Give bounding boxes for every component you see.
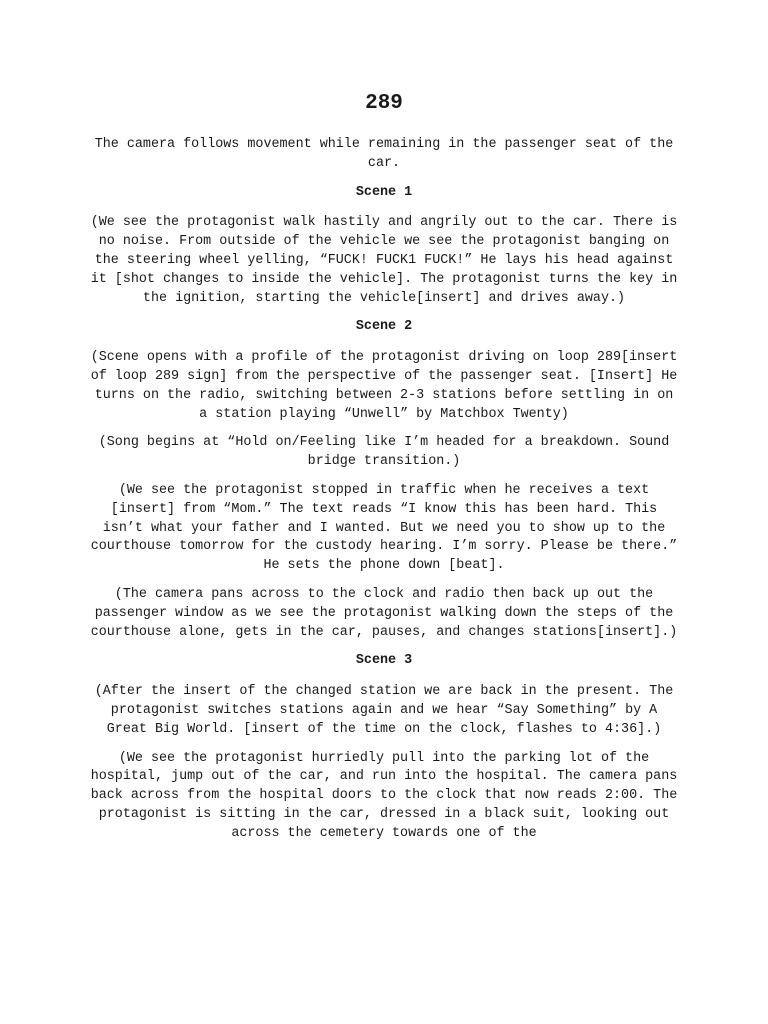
script-page: [88, 88, 680, 854]
scene-3-paragraph-1: (After the insert of the changed station we are back in the present. The protagonist switches stations again and we hear “Say Something” by A Great Big World. [insert of the time on the clock, flashes to 4:36].): [94, 684, 674, 737]
intro-paragraph: The camera follows movement while remaining in the passenger seat of the car.: [94, 137, 674, 171]
scene-2-paragraph-3: (We see the protagonist stopped in traffic when he receives a text [insert] from “Mom.” The text reads “I know this has been hard. This isn’t what your father and I wanted. But we need you to show up to the courthouse tomorrow for the custody hearing. I’m sorry. Please be there.” He sets the phone down [beat].: [90, 482, 678, 574]
scene-3-heading: Scene 3: [355, 653, 413, 669]
scene-2-paragraph-4: (The camera pans across to the clock and radio then back up out the passenger window as we see the protagonist walking down the steps of the courthouse alone, gets in the car, pauses, and changes stations[insert].): [90, 586, 678, 640]
scene-2-paragraph-1: (Scene opens with a profile of the protagonist driving on loop 289[insert of loop 289 sign] from the perspective of the passenger seat. [Insert] He turns on the radio, switching between 2-3 stations before settling in on a station playing “Unwell” by Matchbox Twenty): [90, 350, 678, 422]
scene-2-paragraph-2: (Song begins at “Hold on/Feeling like I’m headed for a breakdown. Sound bridge transition.): [98, 435, 670, 470]
page-title: 289: [365, 92, 403, 115]
scene-2-heading: Scene 2: [355, 319, 413, 335]
scene-1-heading: Scene 1: [355, 184, 413, 200]
scene-1-paragraph-1: (We see the protagonist walk hastily and angrily out to the car. There is no noise. From outside of the vehicle we see the protagonist banging on the steering wheel yelling, “FUCK! FUCK1 FUCK!” He lays his head against it [shot changes to inside the vehicle]. The protagonist turns the key in the ignition, starting the vehicle[insert] and drives away.): [90, 215, 678, 306]
scene-3-paragraph-2: (We see the protagonist hurriedly pull into the parking lot of the hospital, jump out of the car, and run into the hospital. The camera pans back across from the hospital doors to the clock that now reads 2:00. The protagonist is sitting in the car, dressed in a black suit, looking out across the cemetery towards one of the: [90, 750, 678, 841]
